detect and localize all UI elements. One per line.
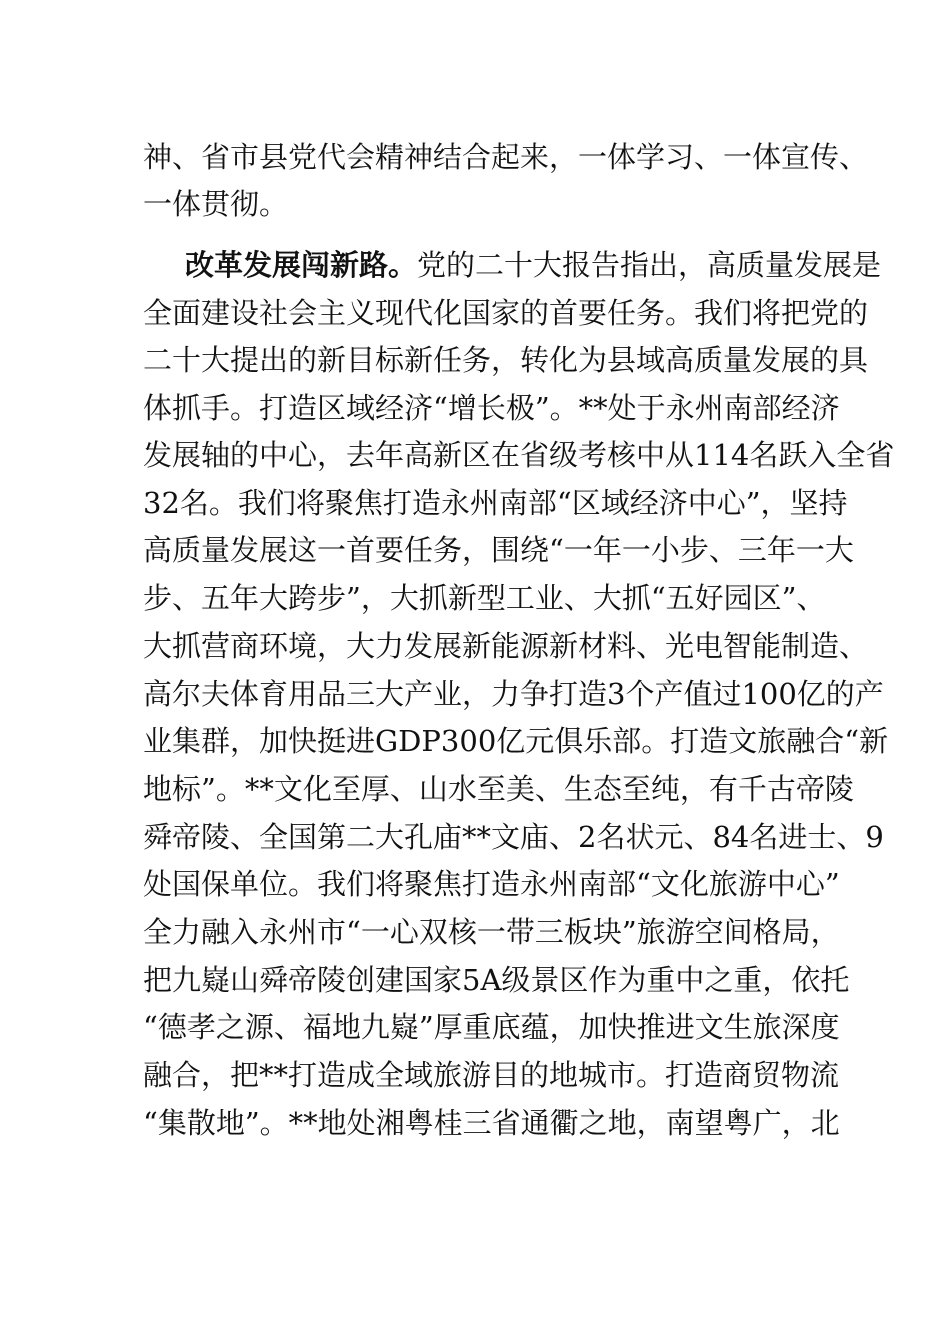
paragraph-2-line: 大抓营商环境，大力发展新能源新材料、光电智能制造、 (143, 629, 869, 663)
paragraph-2-line: “集散地”。**地处湘粤桂三省通衢之地，南望粤广，北 (143, 1106, 840, 1140)
paragraph-2-line: 地标”。**文化至厚、山水至美、生态至纯，有千古帝陵 (143, 772, 854, 806)
paragraph-2-line: 步、五年大跨步”，大抓新型工业、大抓“五好园区”、 (143, 581, 826, 615)
paragraph-2-line: 体抓手。打造区域经济“增长极”。**处于永州南部经济 (143, 391, 840, 425)
paragraph-2-line: 把九嶷山舜帝陵创建国家5A级景区作为重中之重，依托 (143, 963, 850, 997)
section-heading: 改革发展闯新路。 (185, 248, 418, 282)
paragraph-2-line: 全力融入永州市“一心双核一带三板块”旅游空间格局， (143, 915, 840, 949)
paragraph-2-line-1 (185, 245, 882, 285)
paragraph-2-line: 处国保单位。我们将聚焦打造永州南部“文化旅游中心” (143, 867, 840, 901)
paragraph-2-line: “德孝之源、福地九嶷”厚重底蕴，加快推进文生旅深度 (143, 1010, 840, 1044)
paragraph-2-line: 全面建设社会主义现代化国家的首要任务。我们将把党的 (143, 296, 869, 330)
paragraph-1-line-2: 一体贯彻。 (143, 187, 289, 221)
paragraph-2-line: 高尔夫体育用品三大产业，力争打造3个产值过100亿的产 (143, 677, 884, 711)
paragraph-1-line-1: 神、省市县党代会精神结合起来，一体学习、一体宣传、 (143, 140, 869, 174)
paragraph-2-line: 发展轴的中心，去年高新区在省级考核中从114名跃入全省 (143, 438, 895, 472)
paragraph-2-line: 32名。我们将聚焦打造永州南部“区域经济中心”，坚持 (143, 486, 848, 520)
paragraph-2-line-1-text: 党的二十大报告指出，高质量发展是 (417, 248, 882, 282)
paragraph-2-line: 二十大提出的新目标新任务，转化为县域高质量发展的具 (143, 343, 869, 377)
paragraph-2-line: 高质量发展这一首要任务，围绕“一年一小步、三年一大 (143, 533, 854, 567)
paragraph-2-line: 舜帝陵、全国第二大孔庙**文庙、2名状元、84名进士、9 (143, 820, 884, 854)
paragraph-2-line: 业集群，加快挺进GDP300亿元俱乐部。打造文旅融合“新 (143, 724, 889, 758)
paragraph-2-line: 融合，把**打造成全域旅游目的地城市。打造商贸物流 (143, 1058, 840, 1092)
